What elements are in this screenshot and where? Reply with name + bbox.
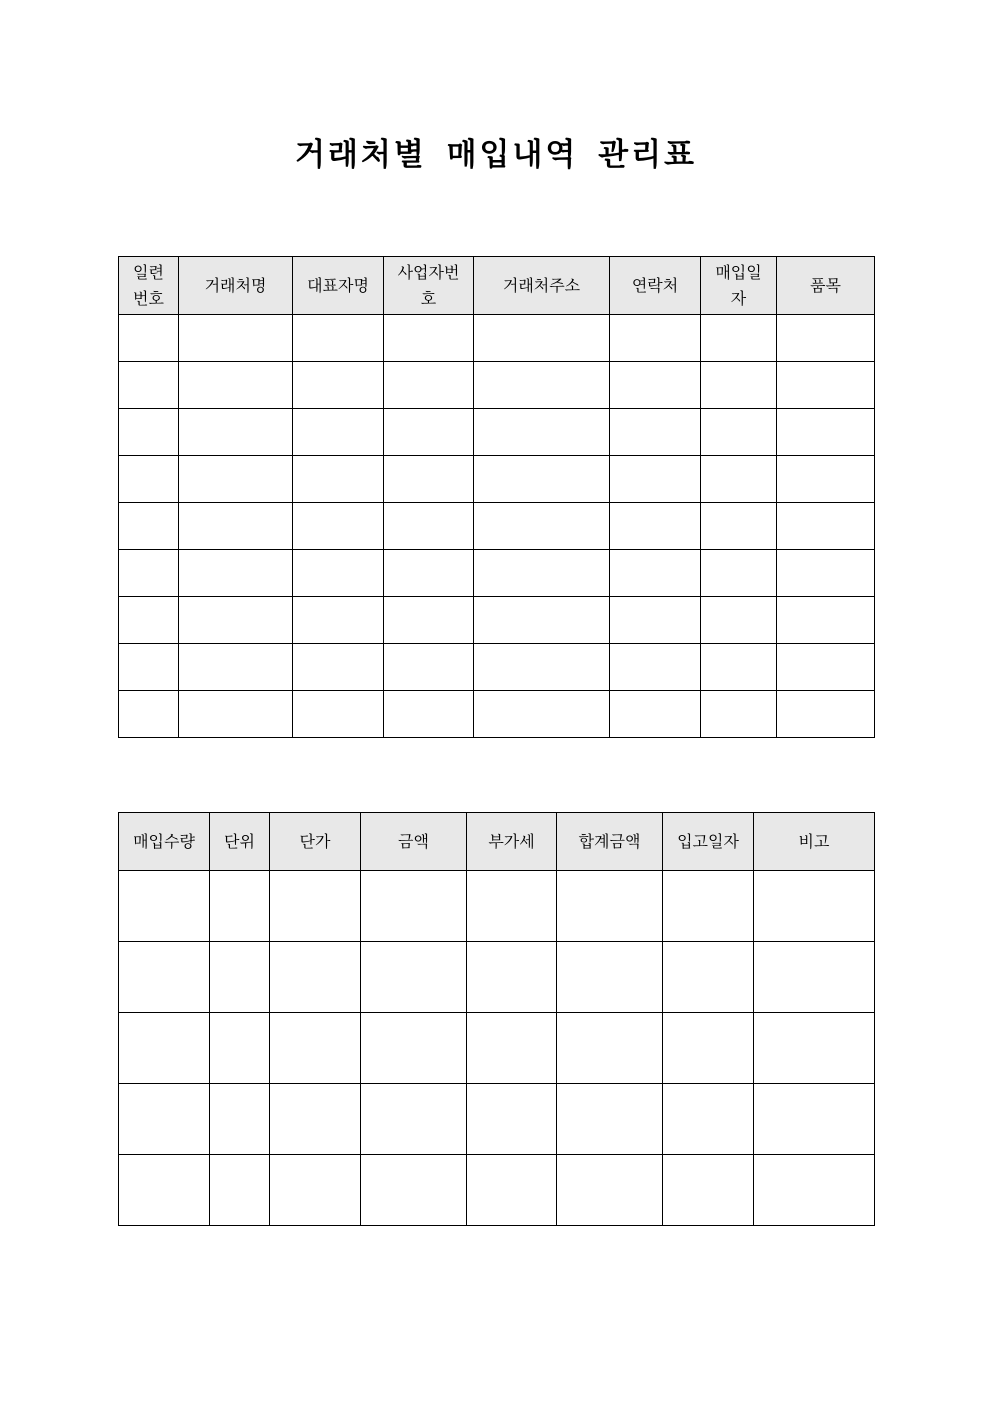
table-cell[interactable] [384,315,474,362]
header-unit: 단위 [210,813,270,871]
table-cell[interactable] [179,362,293,409]
table-row [119,409,875,456]
table-cell[interactable] [210,1155,270,1226]
table-cell[interactable] [701,597,777,644]
header-representative-name: 대표자명 [293,257,384,315]
table-cell[interactable] [293,597,384,644]
table-cell[interactable] [210,1084,270,1155]
table-cell[interactable] [270,871,361,942]
header-vendor-address: 거래처주소 [474,257,610,315]
header-remarks: 비고 [754,813,875,871]
table-cell[interactable] [777,550,875,597]
table-cell[interactable] [179,315,293,362]
table-cell[interactable] [361,942,467,1013]
table-cell[interactable] [474,409,610,456]
table-cell[interactable] [293,550,384,597]
vendor-table [118,256,875,738]
table-cell[interactable] [210,942,270,1013]
table-cell[interactable] [467,1084,557,1155]
table-row [119,550,875,597]
page-title: 거래처별 매입내역 관리표 [295,137,697,173]
header-business-number: 사업자번호 [384,257,474,315]
table-cell[interactable] [474,644,610,691]
table-cell[interactable] [663,942,754,1013]
table-cell[interactable] [557,871,663,942]
table-cell[interactable] [361,1084,467,1155]
table-row [119,456,875,503]
table-cell[interactable] [270,1013,361,1084]
table-cell[interactable] [210,871,270,942]
table-cell[interactable] [293,644,384,691]
table-cell[interactable] [610,409,701,456]
table-row [119,315,875,362]
table-cell[interactable] [293,409,384,456]
table-row [119,871,875,942]
table-cell[interactable] [777,456,875,503]
table-cell[interactable] [754,1013,875,1084]
header-item: 품목 [777,257,875,315]
table-cell[interactable] [270,1155,361,1226]
table-row [119,691,875,738]
table-cell[interactable] [119,1084,210,1155]
table-cell[interactable] [557,1084,663,1155]
table-cell[interactable] [293,691,384,738]
table-cell[interactable] [467,1013,557,1084]
table-cell[interactable] [474,691,610,738]
table-cell[interactable] [270,942,361,1013]
table-cell[interactable] [663,871,754,942]
table-cell[interactable] [474,503,610,550]
table-cell[interactable] [293,315,384,362]
table-cell[interactable] [179,644,293,691]
table-cell[interactable] [610,456,701,503]
table-cell[interactable] [293,362,384,409]
table-cell[interactable] [384,691,474,738]
table-cell[interactable] [610,362,701,409]
table-cell[interactable] [210,1013,270,1084]
vendor-table-header-row [119,257,875,315]
header-total-amount: 합계금액 [557,813,663,871]
table-cell[interactable] [754,871,875,942]
table-cell[interactable] [663,1084,754,1155]
table-cell[interactable] [474,597,610,644]
table-cell[interactable] [361,871,467,942]
table-cell[interactable] [179,597,293,644]
table-cell[interactable] [119,503,179,550]
header-vat: 부가세 [467,813,557,871]
table-cell[interactable] [119,1155,210,1226]
table-cell[interactable] [701,362,777,409]
table-cell[interactable] [474,315,610,362]
table-cell[interactable] [361,1155,467,1226]
table-cell[interactable] [610,597,701,644]
table-cell[interactable] [119,942,210,1013]
table-cell[interactable] [179,691,293,738]
table-cell[interactable] [701,315,777,362]
table-cell[interactable] [119,362,179,409]
table-cell[interactable] [777,362,875,409]
table-row [119,1084,875,1155]
table-cell[interactable] [179,456,293,503]
table-cell[interactable] [119,409,179,456]
table-cell[interactable] [384,362,474,409]
table-cell[interactable] [663,1155,754,1226]
table-cell[interactable] [270,1084,361,1155]
purchase-detail-table [118,812,875,1226]
table-cell[interactable] [754,1155,875,1226]
table-cell[interactable] [179,503,293,550]
table-cell[interactable] [701,409,777,456]
table-cell[interactable] [119,315,179,362]
table-cell[interactable] [777,315,875,362]
table-cell[interactable] [701,644,777,691]
table-cell[interactable] [474,362,610,409]
table-row [119,503,875,550]
table-row [119,1013,875,1084]
table-row [119,597,875,644]
table-cell[interactable] [119,456,179,503]
table-cell[interactable] [557,942,663,1013]
table-cell[interactable] [119,644,179,691]
header-purchase-date: 매입일자 [701,257,777,315]
table-cell[interactable] [777,409,875,456]
table-cell[interactable] [610,550,701,597]
table-cell[interactable] [777,597,875,644]
table-cell[interactable] [474,456,610,503]
purchase-table-header-row [119,813,875,871]
table-cell[interactable] [361,1013,467,1084]
table-cell[interactable] [610,503,701,550]
header-contact: 연락처 [610,257,701,315]
table-cell[interactable] [777,503,875,550]
table-cell[interactable] [701,550,777,597]
table-cell[interactable] [384,550,474,597]
table-cell[interactable] [777,691,875,738]
table-cell[interactable] [467,942,557,1013]
table-cell[interactable] [610,691,701,738]
table-cell[interactable] [557,1155,663,1226]
table-cell[interactable] [119,597,179,644]
header-purchase-quantity: 매입수량 [119,813,210,871]
table-cell[interactable] [474,550,610,597]
table-cell[interactable] [384,503,474,550]
table-cell[interactable] [467,871,557,942]
header-amount: 금액 [361,813,467,871]
table-cell[interactable] [119,691,179,738]
table-cell[interactable] [179,409,293,456]
table-cell[interactable] [610,315,701,362]
table-cell[interactable] [119,871,210,942]
table-cell[interactable] [384,456,474,503]
table-cell[interactable] [610,644,701,691]
header-receiving-date: 입고일자 [663,813,754,871]
table-cell[interactable] [293,456,384,503]
header-vendor-name: 거래처명 [179,257,293,315]
table-cell[interactable] [467,1155,557,1226]
table-cell[interactable] [384,409,474,456]
table-cell[interactable] [119,550,179,597]
table-cell[interactable] [754,942,875,1013]
table-cell[interactable] [119,1013,210,1084]
table-cell[interactable] [701,503,777,550]
table-cell[interactable] [557,1013,663,1084]
table-cell[interactable] [384,644,474,691]
header-serial-number: 일련 번호 [119,257,179,315]
table-cell[interactable] [179,550,293,597]
table-cell[interactable] [754,1084,875,1155]
table-row [119,942,875,1013]
table-cell[interactable] [293,503,384,550]
table-cell[interactable] [663,1013,754,1084]
table-cell[interactable] [701,691,777,738]
table-row [119,644,875,691]
table-cell[interactable] [777,644,875,691]
table-cell[interactable] [384,597,474,644]
header-unit-price: 단가 [270,813,361,871]
table-row [119,362,875,409]
table-cell[interactable] [701,456,777,503]
table-row [119,1155,875,1226]
